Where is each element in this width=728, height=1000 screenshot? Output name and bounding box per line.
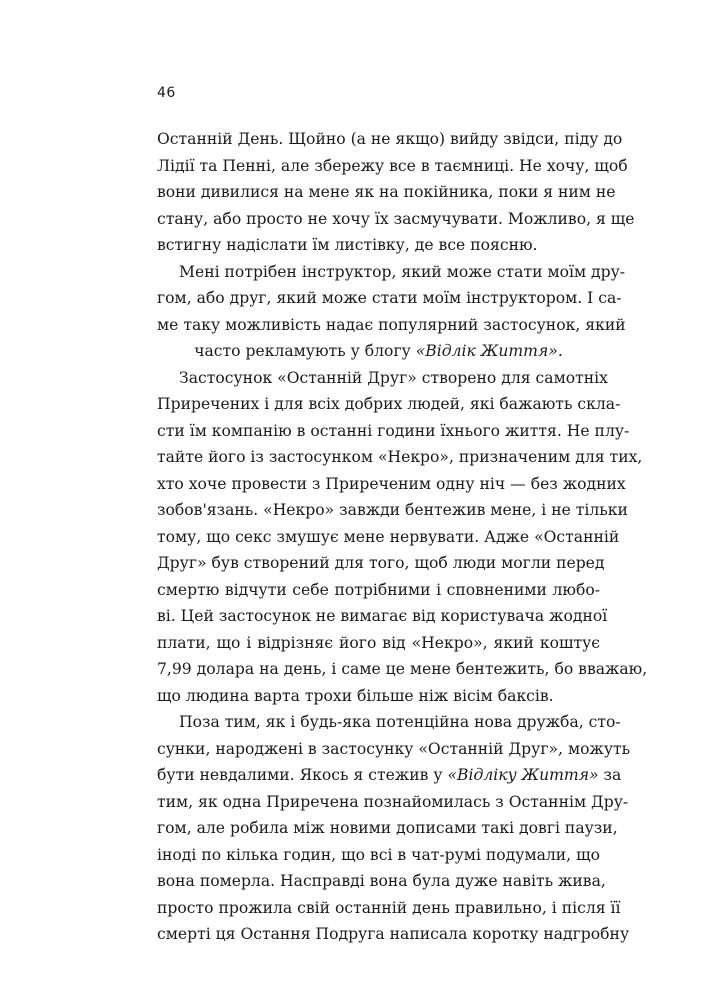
- text-line: [157, 179, 616, 206]
- text-line: [157, 895, 621, 922]
- text-segment: Мені потрібен інструктор, який може стати моїм дру-: [179, 262, 626, 281]
- text-segment: Застосунок «Останній Друг» створено для самотніх: [179, 368, 608, 387]
- text-line: [157, 921, 630, 948]
- text-line: [157, 815, 618, 842]
- text-segment: вона померла. Насправді вона була дуже навіть жива,: [157, 872, 606, 890]
- text-line: [157, 789, 629, 816]
- text-line: [157, 444, 643, 471]
- text-segment: Лідії та Пенні, але збережу все в таємниці. Не хочу, щоб: [157, 156, 628, 175]
- text-line: [157, 630, 600, 657]
- text-segment: вони дивилися на мене як на покійника, поки я ним не: [157, 183, 616, 201]
- text-segment: часто рекламують у блогу: [194, 342, 416, 360]
- text-segment: гом, або друг, який може стати моїм інструктором. І са-: [157, 289, 622, 307]
- text-line: [157, 312, 626, 339]
- text-line: [157, 285, 622, 312]
- text-line: [157, 656, 648, 683]
- text-line: [157, 259, 626, 286]
- text-line: [157, 153, 628, 180]
- text-segment: ві. Цей застосунок не вимагає від користувача жодної: [157, 607, 608, 625]
- text-segment: гом, але робила між новими дописами такі довгі паузи,: [157, 819, 618, 837]
- text-segment: іноді по кілька годин, що всі в чат-румі подумали, що: [157, 845, 600, 864]
- text-segment: 7,99 долара на день, і саме це мене бентежить, бо вважаю,: [157, 660, 648, 678]
- text-segment: тим, як одна Приречена познайомилась з Останнім Дру-: [157, 792, 629, 811]
- text-line: [157, 418, 630, 445]
- text-line: [157, 365, 608, 392]
- text-segment: що людина варта трохи більше ніж вісім баксів.: [157, 686, 554, 705]
- text-line: [157, 736, 631, 763]
- text-segment: Поза тим, як і будь-яка потенційна нова дружба, сто-: [179, 713, 621, 731]
- text-line: [157, 232, 600, 259]
- text-line: [157, 683, 600, 710]
- text-segment: тайте його із застосунком «Некро», призначеним для тих,: [157, 448, 643, 466]
- text-segment: .: [557, 342, 563, 360]
- text-line: [157, 842, 600, 869]
- text-segment: сти їм компанію в останні години їхнього життя. Не плу-: [157, 421, 630, 440]
- text-segment: Приречених і для всіх добрих людей, які бажають скла-: [157, 395, 621, 413]
- text-line: [157, 550, 605, 577]
- text-segment: Останній День. Щойно (а не якщо) вийду звідси, піду до: [157, 130, 623, 148]
- text-line: [157, 338, 600, 365]
- text-segment: смерті ця Остання Подруга написала коротку надгробну: [157, 925, 630, 943]
- text-line: [157, 577, 600, 604]
- page-number: 46: [157, 85, 176, 101]
- text-segment: стану, або просто не хочу їх засмучувати. Можливо, я ще: [157, 209, 635, 228]
- body-text: [157, 126, 648, 948]
- text-segment: ме таку можливість надає популярний застосунок, який: [157, 315, 626, 334]
- text-line: [157, 126, 623, 153]
- text-segment: Друг» був створений для того, щоб люди могли перед: [157, 554, 605, 572]
- text-line: [157, 471, 626, 498]
- italic-text: «Відліку Життя»: [447, 766, 599, 784]
- text-segment: сунки, народжені в застосунку «Останній Друг», можуть: [157, 739, 631, 758]
- text-segment: встигну надіслати їм листівку, де все поясню.: [157, 236, 538, 254]
- text-segment: смертю відчути себе потрібними і сповненими любо-: [157, 580, 600, 599]
- text-line: [157, 524, 620, 551]
- text-segment: зобов'язань. «Некро» завжди бентежив мене, і не тільки: [157, 501, 628, 519]
- text-segment: за: [598, 766, 622, 784]
- text-segment: бути невдалими. Якось я стежив у: [157, 766, 448, 784]
- text-segment: плати, що і відрізняє його від «Некро», який коштує: [157, 633, 600, 652]
- text-line: [157, 868, 606, 895]
- text-segment: тому, що секс змушує мене нервувати. Адже «Останній: [157, 527, 620, 546]
- text-segment: хто хоче провести з Приреченим одну ніч — без жодних: [157, 474, 626, 493]
- italic-text: «Відлік Життя»: [415, 342, 558, 360]
- text-line: [157, 497, 628, 524]
- text-line: [157, 709, 621, 736]
- text-line: [157, 391, 621, 418]
- text-segment: просто прожила свій останній день правильно, і після її: [157, 898, 621, 917]
- text-line: [157, 603, 608, 630]
- text-line: [157, 762, 622, 789]
- text-line: [157, 206, 635, 233]
